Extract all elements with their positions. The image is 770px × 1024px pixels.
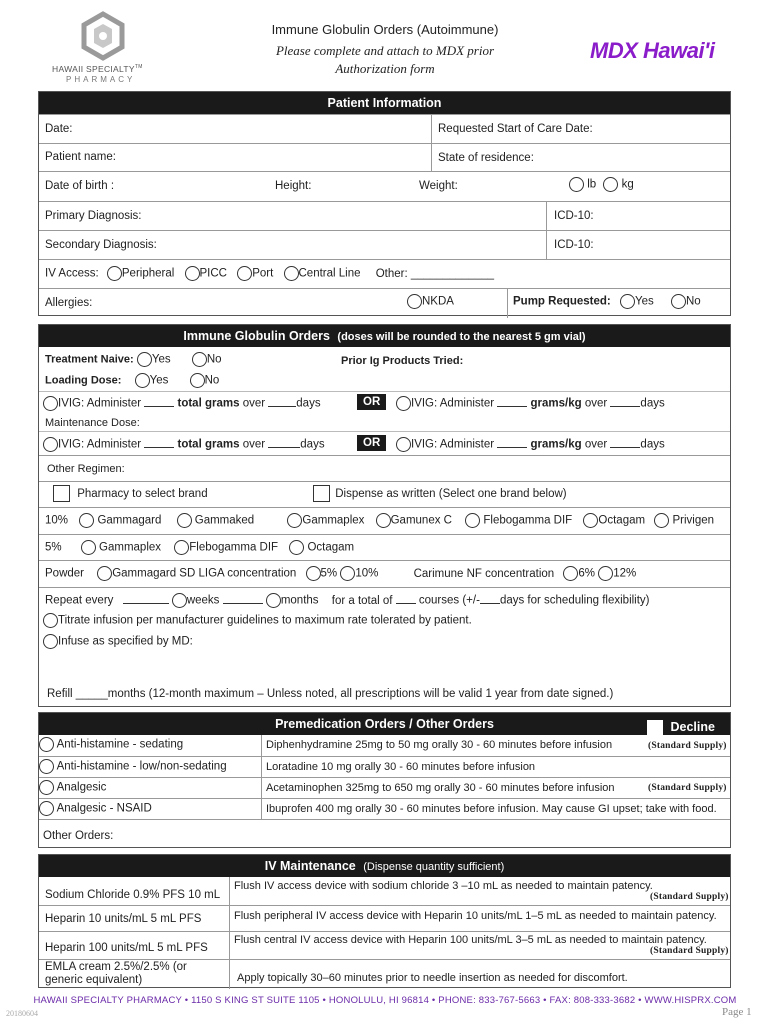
sd-5-label: 5% [320, 567, 338, 580]
powder-row [39, 560, 730, 587]
maintenance-ivig-row [39, 431, 730, 455]
premed-title: Premedication Orders / Other Orders Decline [39, 713, 730, 735]
logo-name: HAWAII SPECIALTY™ [52, 64, 143, 74]
secondary-dx-row [39, 230, 730, 259]
octagam-radio[interactable] [583, 513, 598, 528]
treatment-naive-label: Treatment Naive: [45, 353, 134, 366]
iv-name: Heparin 100 units/mL 5 mL PFS [45, 942, 208, 954]
premed-row [39, 798, 730, 819]
iv-supply: (Standard Supply) [650, 892, 729, 902]
dispense-as-written-label: Dispense as written (Select one brand below) [335, 487, 567, 500]
pharmacy-select-brand-label: Pharmacy to select brand [77, 487, 208, 500]
mdx-logo: MDX Hawai'i [590, 38, 715, 63]
peripheral-radio[interactable] [107, 266, 122, 281]
other-regimen-label: Other Regimen: [47, 463, 125, 475]
date-label[interactable]: Date: [45, 123, 73, 135]
loading-ivig-row [39, 391, 730, 415]
ivig-admin-label: IVIG: Administer [411, 438, 495, 451]
total-grams-label: total grams [177, 438, 240, 451]
naive-no-radio[interactable] [192, 352, 207, 367]
nkda-label: NKDA [422, 295, 454, 308]
other-access-field[interactable]: Other: _____________ [375, 267, 495, 280]
maint-gkg-days-blank[interactable] [610, 438, 640, 448]
maint-days-blank[interactable] [268, 438, 300, 448]
patient-info-title: Patient Information [39, 92, 730, 114]
over-label: over [584, 397, 608, 410]
loading-grams-blank[interactable] [144, 397, 174, 407]
octagam-label: Octagam [598, 514, 646, 527]
iv-desc: Flush peripheral IV access device with Heparin 10 units/mL 1–5 mL as needed to maintain patency. [234, 910, 717, 922]
port-label: Port [252, 267, 274, 280]
gammaplex-radio[interactable] [287, 513, 302, 528]
patient-name-row [39, 143, 730, 171]
weight-label[interactable]: Weight: [419, 180, 458, 192]
premed-radio[interactable] [39, 737, 54, 752]
carimune-6-radio[interactable] [563, 566, 578, 581]
icd10-primary-label[interactable]: ICD-10: [554, 210, 594, 222]
five-percent-label: 5% [45, 541, 62, 554]
other-regimen-row [39, 455, 730, 481]
premed-desc: Loratadine 10 mg orally 30 - 60 minutes before infusion [266, 761, 536, 773]
premed-radio[interactable] [39, 780, 54, 795]
privigen-radio[interactable] [654, 513, 669, 528]
picc-label: PICC [199, 267, 227, 280]
days-label: days [300, 438, 325, 451]
patient-name-label[interactable]: Patient name: [45, 151, 116, 163]
sd-10-radio[interactable] [340, 566, 355, 581]
patient-info-section [38, 91, 731, 316]
gamunex-radio[interactable] [376, 513, 391, 528]
iv-name: Heparin 10 units/mL 5 mL PFS [45, 913, 202, 925]
iv-desc: Flush IV access device with sodium chloride 3 –10 mL as needed to maintain patency. [234, 880, 653, 892]
five-percent-row [39, 534, 730, 560]
premed-radio[interactable] [39, 759, 54, 774]
weeks-label: weeks [186, 594, 220, 607]
peripheral-label: Peripheral [121, 267, 175, 280]
titrate-radio[interactable] [43, 613, 58, 628]
ivig-admin-label: IVIG: Administer [58, 397, 142, 410]
page-number: Page 1 [722, 1006, 752, 1018]
days-label: days [640, 438, 665, 451]
date-row [39, 114, 730, 143]
decline-checkbox[interactable] [647, 720, 663, 736]
icd10-secondary-label[interactable]: ICD-10: [554, 239, 594, 251]
gammaplex5-label: Gammaplex [99, 541, 162, 554]
emla-name-line-1: EMLA cream 2.5%/2.5% (or [45, 961, 187, 973]
over-label: over [242, 397, 266, 410]
loading-yes-label: Yes [149, 374, 169, 387]
privigen-label: Privigen [672, 514, 715, 527]
repeat-weeks-blank[interactable] [123, 594, 169, 604]
ten-percent-row [39, 507, 730, 534]
flex-days-blank[interactable] [480, 594, 500, 604]
ig-orders-title: Immune Globulin Orders (doses will be rounded to the nearest 5 gm vial) [39, 325, 730, 347]
maint-grams-kg-radio[interactable] [396, 437, 411, 452]
courses-blank[interactable] [396, 594, 416, 604]
ivig-admin-label: IVIG: Administer [58, 438, 142, 451]
pump-no-label: No [685, 295, 701, 308]
loading-grams-kg-radio[interactable] [396, 396, 411, 411]
infuse-md-radio[interactable] [43, 634, 58, 649]
state-label[interactable]: State of residence: [438, 152, 534, 164]
or-badge: OR [357, 394, 386, 410]
over-label: over [584, 438, 608, 451]
carimune-label: Carimune NF concentration [413, 567, 555, 580]
loading-dose-label: Loading Dose: [45, 374, 122, 387]
premed-radio[interactable] [39, 801, 54, 816]
picc-radio[interactable] [185, 266, 200, 281]
loading-gkg-days-blank[interactable] [610, 397, 640, 407]
octagam5-label: Octagam [307, 541, 355, 554]
grams-kg-label: grams/kg [530, 438, 582, 451]
kg-radio[interactable] [603, 177, 618, 192]
titrate-label: Titrate infusion per manufacturer guidelines to maximum rate tolerated by patient. [58, 614, 472, 627]
total-grams-label: total grams [177, 397, 240, 410]
naive-yes-radio[interactable] [137, 352, 152, 367]
dob-label[interactable]: Date of birth : [45, 180, 115, 192]
other-orders-label[interactable]: Other Orders: [43, 830, 114, 842]
start-care-label[interactable]: Requested Start of Care Date: [438, 123, 593, 135]
form-title: Immune Globulin Orders (Autoimmune) [271, 22, 499, 37]
naive-no-label: No [206, 353, 222, 366]
form-subtitle-1: Please complete and attach to MDX prior [275, 43, 495, 58]
maint-gkg-blank[interactable] [497, 438, 527, 448]
iv-desc: Apply topically 30–60 minutes prior to needle insertion as needed for discomfort. [237, 972, 628, 984]
gammagard-sd-label: Gammagard SD LIGA concentration [112, 567, 297, 580]
iv-maintenance-title: IV Maintenance (Dispense quantity sufficient) [39, 855, 730, 877]
premed-name: Anti-histamine - sedating [56, 738, 184, 751]
premed-name: Analgesic - NSAID [56, 802, 152, 815]
loading-yes-radio[interactable] [135, 373, 150, 388]
primary-dx-row [39, 201, 730, 230]
carimune-12-radio[interactable] [598, 566, 613, 581]
logo-sub: PHARMACY [66, 75, 136, 84]
iv-maintenance-section [38, 854, 731, 988]
doc-code: 20180604 [6, 1009, 38, 1018]
height-label[interactable]: Height: [275, 180, 312, 192]
ig-orders-section [38, 324, 731, 707]
maint-grams-blank[interactable] [144, 438, 174, 448]
central-line-radio[interactable] [284, 266, 299, 281]
weeks-radio[interactable] [172, 593, 187, 608]
repeat-block [39, 587, 730, 708]
powder-label: Powder [45, 567, 84, 580]
port-radio[interactable] [237, 266, 252, 281]
sd-10-label: 10% [355, 567, 379, 580]
iv-access-row [39, 259, 730, 288]
gamunex-label: Gamunex C [390, 514, 452, 527]
carimune-12-label: 12% [613, 567, 637, 580]
footer-address: HAWAII SPECIALTY PHARMACY • 1150 S KING ST SUITE 1105 • HONOLULU, HI 96814 • PHONE: 833-767-5663 • FAX: 808-333-3682 • WWW.HISPRX.COM [33, 995, 737, 1006]
lb-label: lb [587, 178, 597, 191]
iv-row [39, 931, 730, 959]
sd-5-radio[interactable] [306, 566, 321, 581]
flebogamma5-label: Flebogamma DIF [189, 541, 279, 554]
brand-select-row [39, 481, 730, 507]
maint-total-grams-radio[interactable] [43, 437, 58, 452]
flex-label: days for scheduling flexibility) [499, 594, 650, 607]
primary-dx-label[interactable]: Primary Diagnosis: [45, 210, 142, 222]
flebogamma-radio[interactable] [465, 513, 480, 528]
premed-section [38, 712, 731, 848]
pump-yes-label: Yes [634, 295, 654, 308]
gammagard-radio[interactable] [79, 513, 94, 528]
days-label: days [296, 397, 321, 410]
iv-row [39, 877, 730, 905]
decline-label: Decline [670, 720, 715, 734]
loading-total-grams-radio[interactable] [43, 396, 58, 411]
allergies-row [39, 288, 730, 317]
months-label: months [280, 594, 319, 607]
ivig-admin-label: IVIG: Administer [411, 397, 495, 410]
premed-row [39, 756, 730, 777]
premed-row [39, 735, 730, 756]
premed-supply: (Standard Supply) [648, 741, 727, 751]
dispense-as-written-checkbox[interactable] [313, 485, 330, 502]
loading-no-radio[interactable] [190, 373, 205, 388]
iv-name: Sodium Chloride 0.9% PFS 10 mL [45, 889, 221, 901]
iv-row [39, 959, 730, 989]
other-orders-row [39, 819, 730, 849]
iv-desc: Flush central IV access device with Heparin 100 units/mL 3–5 mL as needed to maintain patency. [234, 934, 707, 946]
iv-name [45, 961, 187, 987]
form-subtitle-2: Authorization form [335, 61, 435, 76]
pump-no-radio[interactable] [671, 294, 686, 309]
pump-requested-label: Pump Requested: [513, 295, 611, 308]
loading-no-label: No [204, 374, 220, 387]
carimune-6-label: 6% [578, 567, 596, 580]
flebogamma-label: Flebogamma DIF [483, 514, 573, 527]
days-label: days [640, 397, 665, 410]
iv-supply: (Standard Supply) [650, 946, 729, 956]
gammaplex-label: Gammaplex [302, 514, 365, 527]
dob-row [39, 171, 730, 201]
gammaplex5-radio[interactable] [81, 540, 96, 555]
premed-name: Analgesic [56, 781, 107, 794]
octagam5-radio[interactable] [289, 540, 304, 555]
prior-products-label[interactable]: Prior Ig Products Tried: [341, 355, 464, 367]
nkda-radio[interactable] [407, 294, 422, 309]
total-of-label: for a total of [331, 594, 393, 607]
kg-label: kg [621, 178, 634, 191]
repeat-months-blank[interactable] [223, 594, 263, 604]
premed-name: Anti-histamine - low/non-sedating [56, 760, 227, 773]
allergies-label[interactable]: Allergies: [45, 297, 93, 309]
pump-yes-radio[interactable] [620, 294, 635, 309]
emla-name-line-2: generic equivalent) [45, 974, 143, 986]
premed-supply: (Standard Supply) [648, 783, 727, 793]
courses-label: courses (+/- [418, 594, 480, 607]
infuse-md-label: Infuse as specified by MD: [58, 635, 193, 648]
pharmacy-select-brand-checkbox[interactable] [53, 485, 70, 502]
repeat-every-label: Repeat every [45, 594, 114, 607]
gammaked-radio[interactable] [177, 513, 192, 528]
gammagard-sd-radio[interactable] [97, 566, 112, 581]
gammaked-label: Gammaked [194, 514, 255, 527]
premed-desc: Diphenhydramine 25mg to 50 mg orally 30 - 60 minutes before infusion [266, 739, 613, 751]
premed-desc: Acetaminophen 325mg to 650 mg orally 30 - 60 minutes before infusion [266, 782, 615, 794]
refill-text[interactable]: Refill _____months (12-month maximum – Unless noted, all prescriptions will be valid 1 year from date signed.) [47, 688, 614, 700]
ten-percent-label: 10% [45, 514, 69, 527]
iv-access-label: IV Access: [45, 267, 99, 280]
premed-desc: Ibuprofen 400 mg orally 30 - 60 minutes before infusion. May cause GI upset; take with food. [266, 803, 717, 815]
or-badge: OR [357, 435, 386, 451]
secondary-dx-label[interactable]: Secondary Diagnosis: [45, 239, 157, 251]
maintenance-dose-label: Maintenance Dose: [45, 417, 140, 429]
grams-kg-label: grams/kg [530, 397, 582, 410]
gammagard-label: Gammagard [97, 514, 162, 527]
premed-row [39, 777, 730, 798]
loading-gkg-blank[interactable] [497, 397, 527, 407]
months-radio[interactable] [266, 593, 281, 608]
central-line-label: Central Line [298, 267, 361, 280]
naive-yes-label: Yes [151, 353, 171, 366]
iv-row [39, 905, 730, 931]
loading-days-blank[interactable] [268, 397, 296, 407]
flebogamma5-radio[interactable] [174, 540, 189, 555]
over-label: over [242, 438, 266, 451]
lb-radio[interactable] [569, 177, 584, 192]
